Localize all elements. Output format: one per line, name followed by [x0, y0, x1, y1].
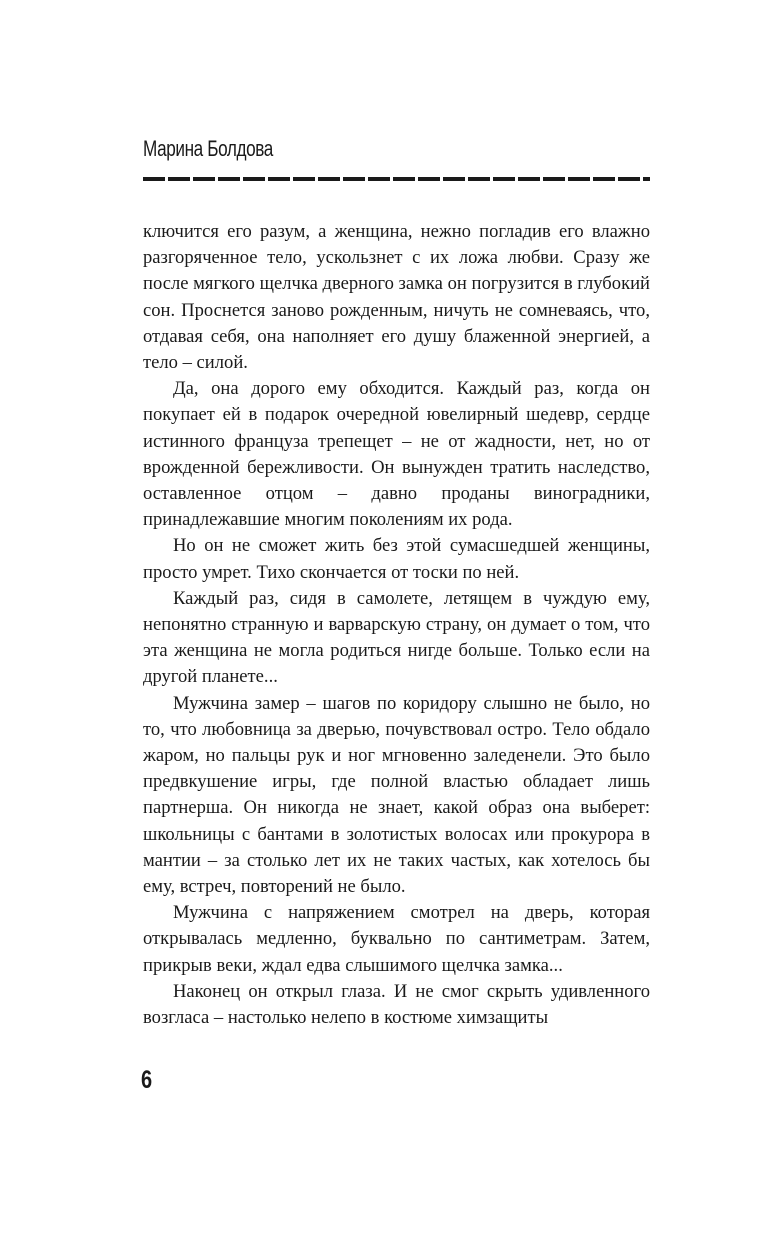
- page-number: 6: [141, 1066, 153, 1094]
- body-text: [143, 219, 650, 1031]
- paragraph: Мужчина замер – шагов по коридору слышно не было, но то, что любовница за дверью, почувствовал остро. Тело обдало жаром, но пальцы рук и ног мгновенно заледенели. Это было предвкушение игры, где полной властью обладает лишь партнерша. Он никогда не знает, какой образ она выберет: школьницы с бантами в золотистых волосах или прокурора в мантии – за столько лет их не таких частых, как хотелось бы ему, встреч, повторений не было.: [143, 692, 650, 898]
- paragraph: Наконец он открыл глаза. И не смог скрыть удивленного возгласа – настолько нелепо в костюме химзащиты: [143, 980, 650, 1029]
- paragraph: Но он не сможет жить без этой сумасшедшей женщины, просто умрет. Тихо скончается от тоски по ней.: [143, 535, 650, 583]
- running-head-author: Марина Болдова: [143, 136, 273, 161]
- paragraph: Мужчина с напряжением смотрел на дверь, которая открывалась медленно, буквально по сантиметрам. Затем, прикрыв веки, ждал едва слышимого щелчка замка...: [143, 902, 650, 976]
- header-rule: [143, 177, 650, 181]
- paragraph: ключится его разум, а женщина, нежно погладив его влажно разгоряченное тело, ускользнет с их ложа любви. Сразу же после мягкого щелчка дверного замка он погрузится в глубокий сон. Проснется заново рожденным, ничуть не сомневаясь, что, отдавая себя, она наполняет его душу блаженной энергией, а тело – силой.: [143, 221, 650, 374]
- paragraph: Да, она дорого ему обходится. Каждый раз, когда он покупает ей в подарок очередной ювелирный шедевр, сердце истинного француза трепещет – не от жадности, нет, но от врожденной бережливости. Он вынужден тратить наследство, оставленное отцом – давно проданы виноградники, принадлежавшие многим поколениям их рода.: [143, 378, 650, 531]
- paragraph: Каждый раз, сидя в самолете, летящем в чуждую ему, непонятно странную и варварскую страну, он думает о том, что эта женщина не могла родиться нигде больше. Только если на другой планете...: [143, 587, 650, 688]
